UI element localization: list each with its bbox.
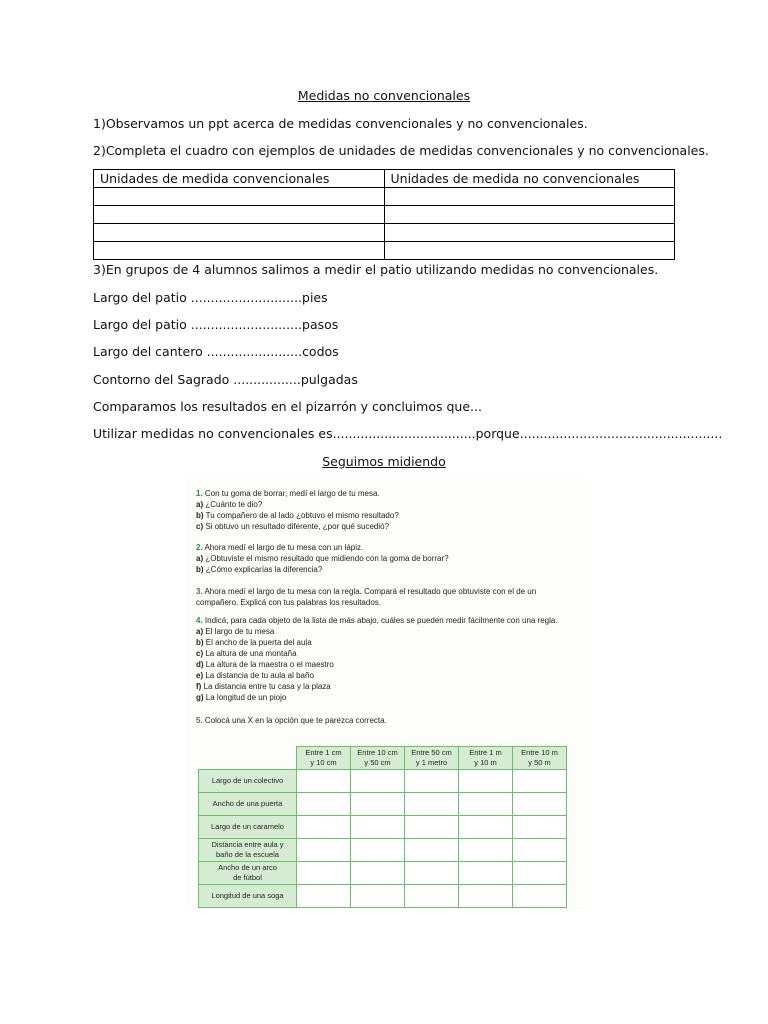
grid-cell[interactable]	[513, 816, 567, 839]
grid-row	[199, 770, 567, 793]
table-cell[interactable]	[384, 242, 675, 260]
grid-cell[interactable]	[351, 816, 405, 839]
table-row	[94, 188, 675, 206]
conclusion-line: Utilizar medidas no convencionales es....................................porque...................................................	[93, 426, 723, 441]
grid-column-header: Entre 10 m y 50 m	[513, 747, 567, 770]
table-cell[interactable]	[94, 206, 385, 224]
grid-cell[interactable]	[351, 793, 405, 816]
compare-line: Comparamos los resultados en el pizarrón y concluimos que...	[93, 399, 482, 414]
grid-cell[interactable]	[459, 862, 513, 885]
grid-cell[interactable]	[405, 816, 459, 839]
grid-column-header: Entre 1 m y 10 m	[459, 747, 513, 770]
grid-cell[interactable]	[351, 862, 405, 885]
table-cell[interactable]	[94, 224, 385, 242]
question-3: 3. Ahora medí el largo de tu mesa con la regla. Compará el resultado que obtuviste con el de un	[196, 587, 537, 596]
grid-row	[199, 839, 567, 862]
instruction-3: 3)En grupos de 4 alumnos salimos a medir el patio utilizando medidas no convencionales.	[93, 262, 659, 277]
grid-cell[interactable]	[405, 885, 459, 908]
question-1	[196, 488, 380, 499]
list-item: a) ¿Obtuviste el mismo resultado que midiendo con la goma de borrar?	[196, 554, 449, 563]
question-5: 5. Colocá una X en la opción que te parezca correcta.	[196, 716, 387, 725]
grid-cell[interactable]	[351, 839, 405, 862]
grid-cell[interactable]	[351, 885, 405, 908]
question-text: Con tu goma de borrar, medí el largo de tu mesa.	[204, 489, 380, 498]
grid-cell[interactable]	[297, 839, 351, 862]
grid-cell[interactable]	[513, 885, 567, 908]
grid-cell[interactable]	[351, 770, 405, 793]
grid-column-header: Entre 10 cm y 50 cm	[351, 747, 405, 770]
table-row	[94, 206, 675, 224]
question-2: 2. Ahora medí el largo de tu mesa con un lápiz.	[196, 543, 364, 552]
list-item: b) Tu compañero de al lado ¿obtuvo el mismo resultado?	[196, 511, 399, 520]
measure-line: Contorno del Sagrado .................pulgadas	[93, 372, 358, 387]
list-item: d) La altura de la maestra o el maestro	[196, 660, 334, 669]
measure-line: Largo del cantero ........................codos	[93, 344, 339, 359]
units-table	[93, 169, 675, 260]
page-title: Medidas no convencionales	[297, 88, 471, 103]
grid-corner	[199, 747, 297, 770]
grid-cell[interactable]	[405, 839, 459, 862]
measurement-grid	[198, 746, 567, 908]
list-item: e) La distancia de tu aula al baño	[196, 671, 314, 680]
grid-row-label: Largo de un caramelo	[199, 816, 297, 839]
grid-row-label: Ancho de un arco de fútbol	[199, 862, 297, 885]
grid-cell[interactable]	[459, 793, 513, 816]
measure-line: Largo del patio ............................pies	[93, 290, 328, 305]
table-cell[interactable]	[94, 188, 385, 206]
header-conventional: Unidades de medida convencionales	[94, 170, 385, 188]
table-row	[94, 224, 675, 242]
instruction-2: 2)Completa el cuadro con ejemplos de unidades de medidas convencionales y no convencionales.	[93, 143, 709, 158]
header-non-conventional: Unidades de medida no convencionales	[384, 170, 675, 188]
grid-cell[interactable]	[513, 839, 567, 862]
list-item: b) ¿Cómo explicarías la diferencia?	[196, 565, 323, 574]
grid-row	[199, 862, 567, 885]
list-item: g) La longitud de un piojo	[196, 693, 287, 702]
table-cell[interactable]	[384, 206, 675, 224]
grid-row	[199, 816, 567, 839]
measure-line: Largo del patio ............................pasos	[93, 317, 339, 332]
grid-cell[interactable]	[405, 793, 459, 816]
grid-cell[interactable]	[459, 885, 513, 908]
grid-cell[interactable]	[513, 793, 567, 816]
list-item: a) El largo de tu mesa	[196, 627, 275, 636]
question-number: 1.	[196, 489, 203, 498]
grid-row-label: Largo de un colectivo	[199, 770, 297, 793]
table-cell[interactable]	[94, 242, 385, 260]
table-row	[94, 242, 675, 260]
grid-cell[interactable]	[459, 770, 513, 793]
grid-cell[interactable]	[513, 770, 567, 793]
grid-cell[interactable]	[459, 839, 513, 862]
grid-row-label: Longitud de una soga	[199, 885, 297, 908]
grid-cell[interactable]	[297, 770, 351, 793]
question-4: 4. Indicá, para cada objeto de la lista de más abajo, cuáles se pueden medir fácilmente con una regla.	[196, 616, 558, 625]
grid-cell[interactable]	[297, 793, 351, 816]
question-3-cont: compañero. Explicá con tus palabras los resultados.	[196, 598, 381, 607]
table-cell[interactable]	[384, 224, 675, 242]
list-item: c) La altura de una montaña	[196, 649, 297, 658]
list-item: a) ¿Cuánto te dio?	[196, 500, 263, 509]
grid-cell[interactable]	[513, 862, 567, 885]
worksheet-image	[186, 478, 586, 910]
grid-column-header: Entre 50 cm y 1 metro	[405, 747, 459, 770]
grid-column-header: Entre 1 cm y 10 cm	[297, 747, 351, 770]
grid-row	[199, 793, 567, 816]
list-item: f) La distancia entre tu casa y la plaza	[196, 682, 331, 691]
grid-cell[interactable]	[405, 770, 459, 793]
grid-row-label: Ancho de una puerta	[199, 793, 297, 816]
table-cell[interactable]	[384, 188, 675, 206]
list-item: b) El ancho de la puerta del aula	[196, 638, 312, 647]
grid-cell[interactable]	[297, 816, 351, 839]
section-subtitle: Seguimos midiendo	[322, 454, 446, 469]
grid-cell[interactable]	[297, 862, 351, 885]
grid-row	[199, 885, 567, 908]
grid-cell[interactable]	[459, 816, 513, 839]
grid-row-label: Distancia entre aula y baño de la escuela	[199, 839, 297, 862]
grid-cell[interactable]	[297, 885, 351, 908]
list-item: c) Si obtuvo un resultado diferente, ¿por qué sucedió?	[196, 522, 390, 531]
instruction-1: 1)Observamos un ppt acerca de medidas convencionales y no convencionales.	[93, 116, 588, 131]
grid-cell[interactable]	[405, 862, 459, 885]
